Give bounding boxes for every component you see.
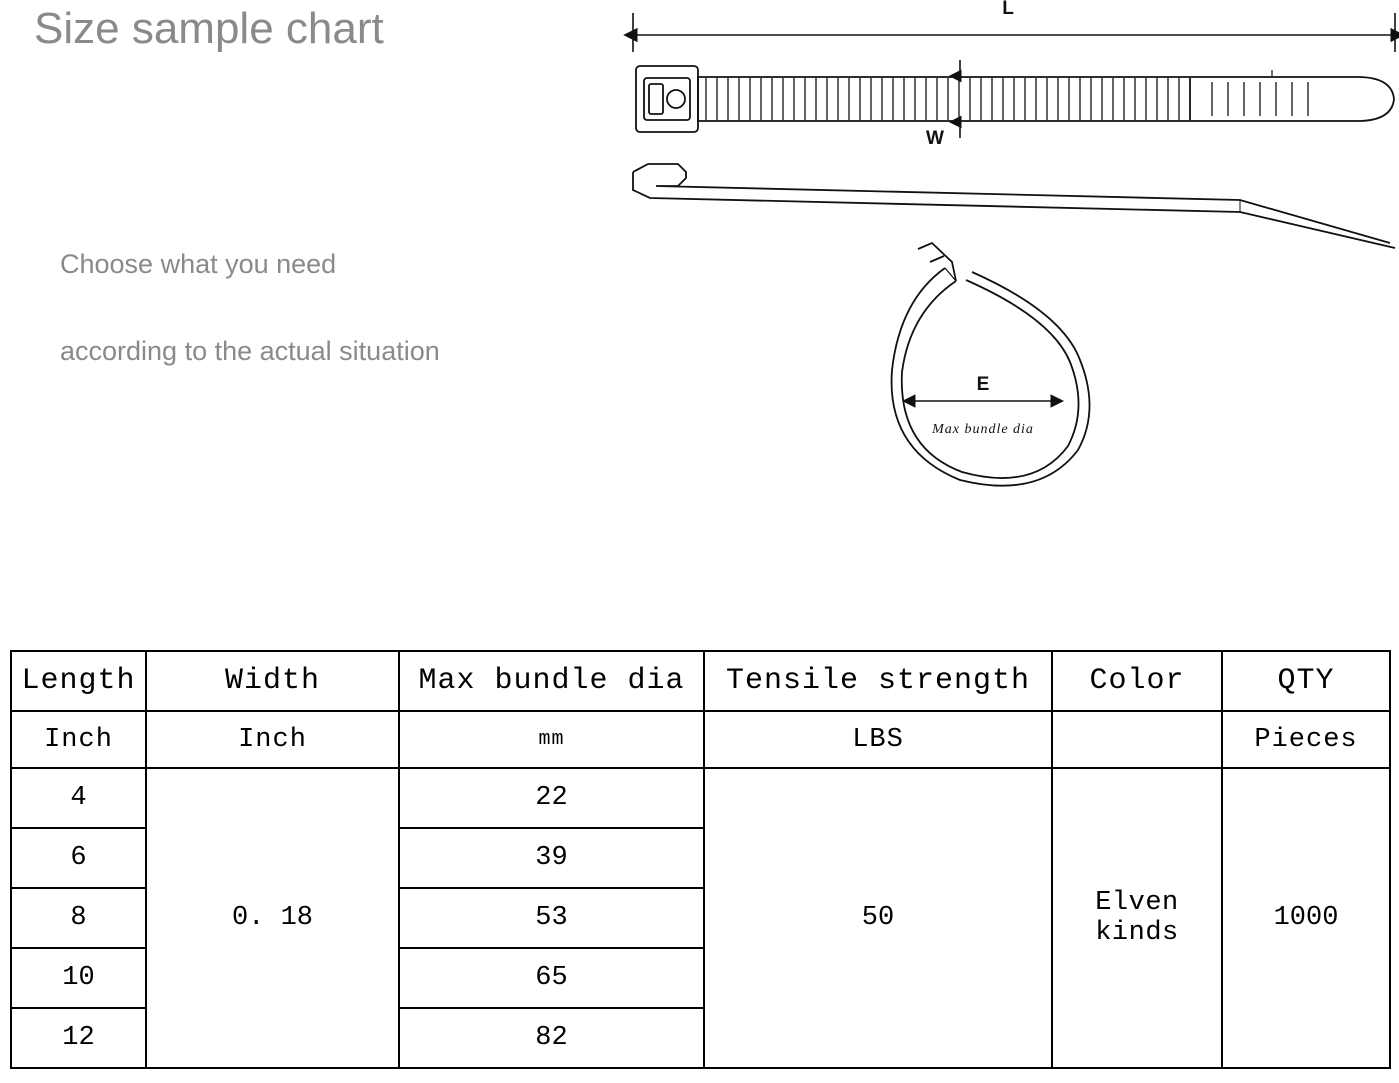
table-header-row — [11, 651, 1390, 711]
cell-length: 8 — [11, 888, 146, 948]
cable-tie-loop — [892, 243, 1090, 486]
cable-tie-bent — [633, 164, 1395, 248]
cell-max-bundle-dia: 39 — [399, 828, 704, 888]
unit-width: Inch — [146, 711, 399, 768]
bundle-dimension — [914, 374, 1052, 437]
cell-max-bundle-dia: 53 — [399, 888, 704, 948]
header-length: Length — [11, 651, 146, 711]
header-width: Width — [146, 651, 399, 711]
cell-tensile-merged: 50 — [704, 768, 1052, 1068]
spec-table — [10, 650, 1391, 1069]
table-units-row — [11, 711, 1390, 768]
table-row — [11, 768, 1390, 828]
header-color: Color — [1052, 651, 1222, 711]
bundle-caption: Max bundle dia — [932, 422, 1034, 437]
header-max-bundle-dia: Max bundle dia — [399, 651, 704, 711]
length-label: L — [1002, 0, 1014, 19]
subtitle-line-1: Choose what you need — [60, 249, 337, 279]
cell-length: 12 — [11, 1008, 146, 1068]
cell-color-merged: Elven kinds — [1052, 768, 1222, 1068]
cable-tie-diagram — [600, 0, 1399, 560]
cell-width-merged: 0. 18 — [146, 768, 399, 1068]
header-qty: QTY — [1222, 651, 1390, 711]
cable-tie-top — [636, 66, 1394, 132]
bundle-label: E — [976, 374, 990, 395]
length-dimension — [633, 0, 1395, 52]
header-tensile-strength: Tensile strength — [704, 651, 1052, 711]
width-label: W — [926, 128, 944, 149]
unit-max-bundle-dia: mm — [399, 711, 704, 768]
cell-max-bundle-dia: 82 — [399, 1008, 704, 1068]
unit-length: Inch — [11, 711, 146, 768]
unit-tensile: LBS — [704, 711, 1052, 768]
unit-qty: Pieces — [1222, 711, 1390, 768]
unit-color — [1052, 711, 1222, 768]
cell-qty-merged: 1000 — [1222, 768, 1390, 1068]
page-title: Size sample chart — [34, 4, 384, 53]
cell-length: 10 — [11, 948, 146, 1008]
cell-length: 6 — [11, 828, 146, 888]
cell-length: 4 — [11, 768, 146, 828]
cell-max-bundle-dia: 65 — [399, 948, 704, 1008]
subtitle-line-2: according to the actual situation — [60, 336, 440, 366]
cell-max-bundle-dia: 22 — [399, 768, 704, 828]
width-dimension — [926, 60, 960, 149]
